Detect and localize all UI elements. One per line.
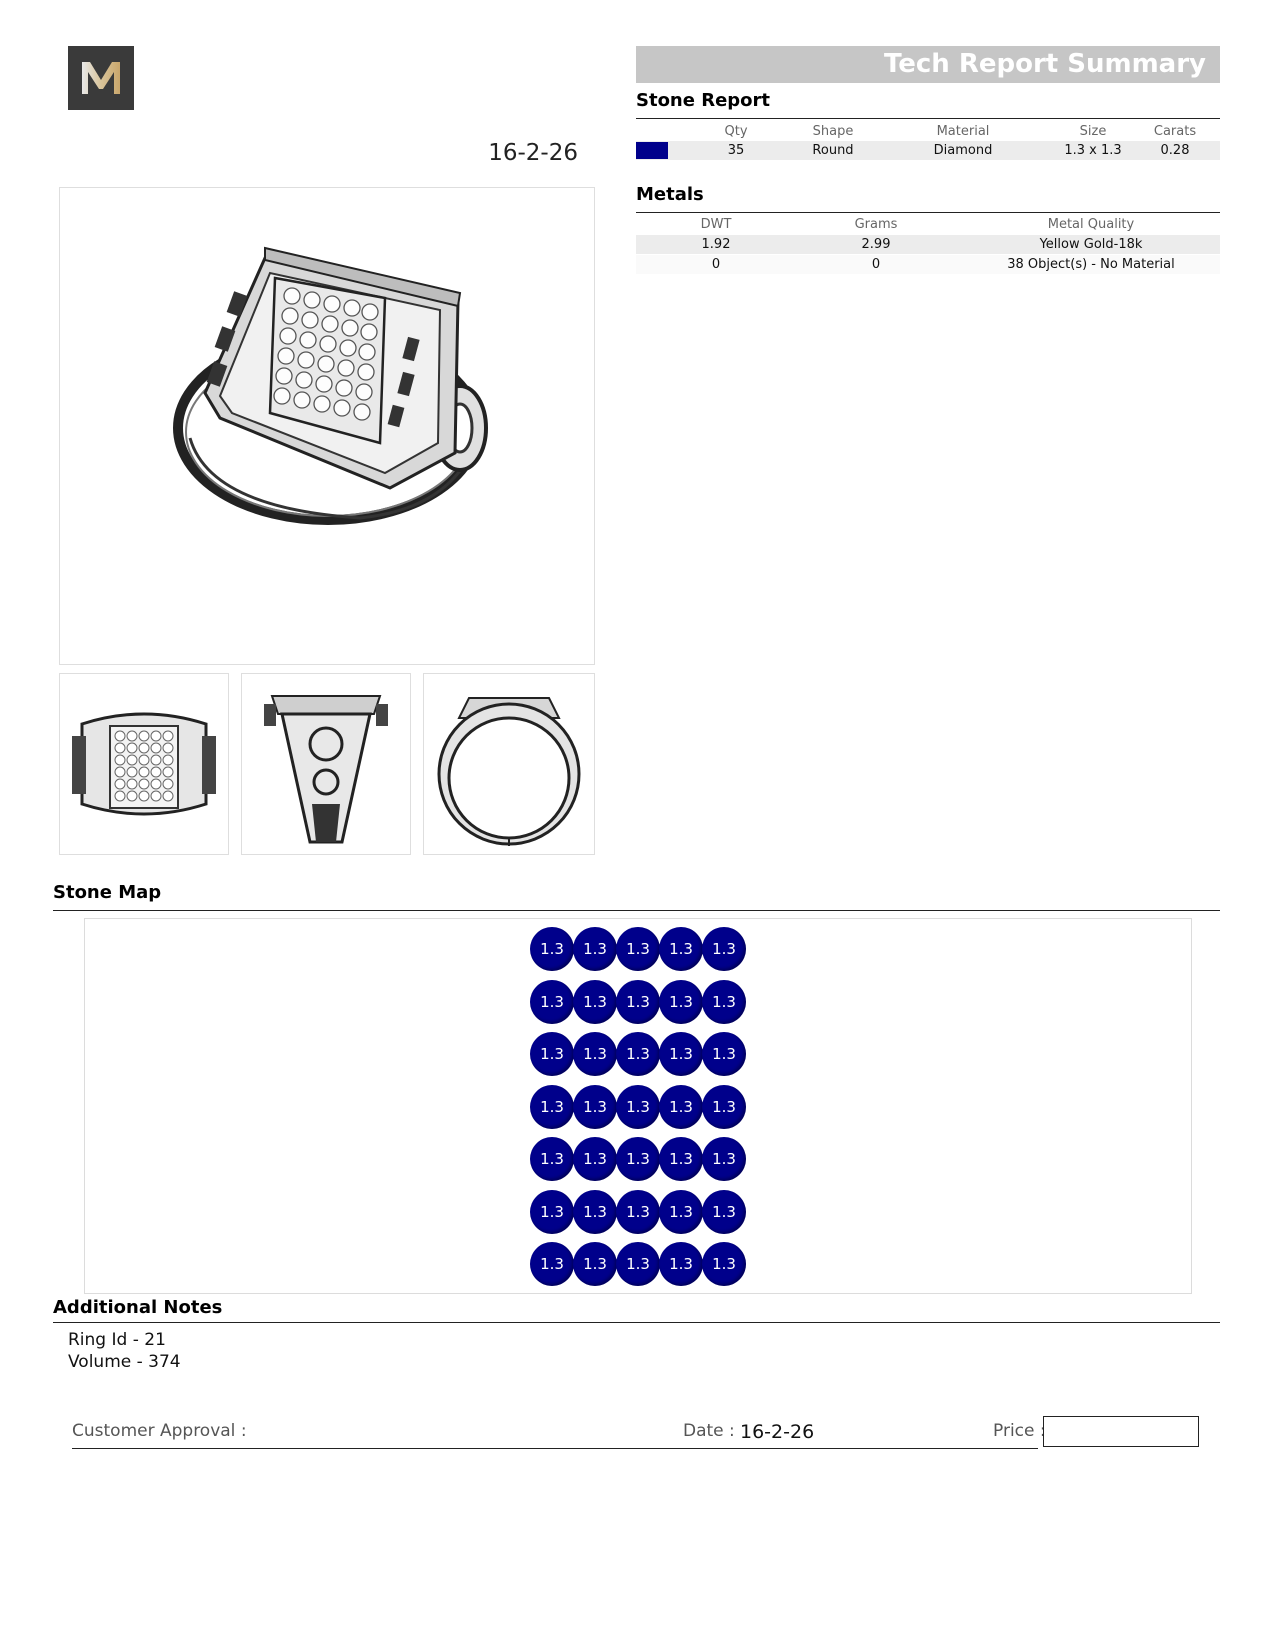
metal-quality: Yellow Gold-18k [1039,237,1143,252]
stone-marker: 1.3 [659,927,703,971]
metals-table [636,215,1220,275]
stone-marker: 1.3 [616,927,660,971]
stone-marker: 1.3 [702,980,746,1024]
stone-marker: 1.3 [702,1137,746,1181]
col-dwt: DWT [700,217,732,232]
col-carats: Carats [1153,124,1197,139]
col-size: Size [1079,124,1107,139]
metal-dwt: 0 [711,257,721,272]
table-row [636,141,1220,160]
stone-marker: 1.3 [659,1242,703,1286]
stone-marker: 1.3 [573,980,617,1024]
stone-report-table [636,122,1220,162]
metal-quality: 38 Object(s) - No Material [1007,257,1175,272]
stone-marker: 1.3 [573,1137,617,1181]
stone-marker: 1.3 [702,927,746,971]
approval-date-label: Date : [683,1421,735,1441]
stone-marker: 1.3 [616,1190,660,1234]
metal-dwt: 1.92 [701,237,731,252]
stone-marker: 1.3 [702,1085,746,1129]
stone-marker: 1.3 [702,1190,746,1234]
stone-marker: 1.3 [616,1242,660,1286]
customer-approval-label: Customer Approval : [72,1421,247,1441]
ring-top-view [59,673,229,855]
stone-marker: 1.3 [659,1137,703,1181]
col-metal-quality: Metal Quality [1047,217,1135,232]
stone-report-rule [636,118,1220,119]
header-bar [636,46,1220,83]
col-material: Material [936,124,990,139]
stone-marker: 1.3 [530,927,574,971]
stone-marker: 1.3 [530,1242,574,1286]
stone-report-title: Stone Report [636,90,771,111]
price-field[interactable] [1043,1416,1199,1447]
stone-marker: 1.3 [573,927,617,971]
ring-side-view [241,673,411,855]
stone-marker: 1.3 [573,1032,617,1076]
note-volume: Volume - 374 [68,1352,181,1372]
company-logo [68,46,134,110]
stone-carats: 0.28 [1160,143,1190,158]
stone-map-title: Stone Map [53,882,162,903]
stone-marker: 1.3 [702,1242,746,1286]
col-qty: Qty [724,124,748,139]
stone-marker: 1.3 [659,980,703,1024]
metals-rule [636,212,1220,213]
stone-marker: 1.3 [659,1085,703,1129]
col-grams: Grams [854,217,898,232]
page-title: Tech Report Summary [883,49,1206,79]
metals-title: Metals [636,184,704,205]
stone-marker: 1.3 [616,1085,660,1129]
approval-date-value: 16-2-26 [740,1421,815,1443]
stone-map-rule [53,910,1220,911]
ring-front-view [423,673,595,855]
stone-marker: 1.3 [616,1032,660,1076]
approval-signature-line [72,1448,1038,1449]
metals-header-row [636,215,1220,234]
stone-size: 1.3 x 1.3 [1064,143,1122,158]
stone-marker: 1.3 [659,1032,703,1076]
metal-grams: 0 [871,257,881,272]
stone-marker: 1.3 [616,980,660,1024]
price-label: Price : [993,1421,1046,1441]
note-ring-id: Ring Id - 21 [68,1330,166,1350]
stone-shape: Round [812,143,854,158]
stone-marker: 1.3 [659,1190,703,1234]
table-row [636,235,1220,254]
stone-marker: 1.3 [530,1190,574,1234]
m-logo-icon [68,46,134,110]
stone-qty: 35 [727,143,745,158]
stone-marker: 1.3 [616,1137,660,1181]
stone-marker: 1.3 [573,1085,617,1129]
stone-marker: 1.3 [530,1085,574,1129]
stone-marker: 1.3 [530,980,574,1024]
stone-report-header-row [636,122,1220,141]
ring-perspective-view [59,187,595,665]
stone-marker: 1.3 [702,1032,746,1076]
notes-rule [53,1322,1220,1323]
stone-map [84,918,1192,1294]
stone-marker: 1.3 [573,1242,617,1286]
notes-title: Additional Notes [53,1297,223,1318]
stone-material: Diamond [933,143,993,158]
stone-marker: 1.3 [530,1137,574,1181]
stone-marker: 1.3 [530,1032,574,1076]
stone-marker: 1.3 [573,1190,617,1234]
stone-color-swatch [636,142,668,159]
metal-grams: 2.99 [861,237,891,252]
col-shape: Shape [812,124,854,139]
report-date: 16-2-26 [488,140,578,166]
table-row [636,255,1220,274]
